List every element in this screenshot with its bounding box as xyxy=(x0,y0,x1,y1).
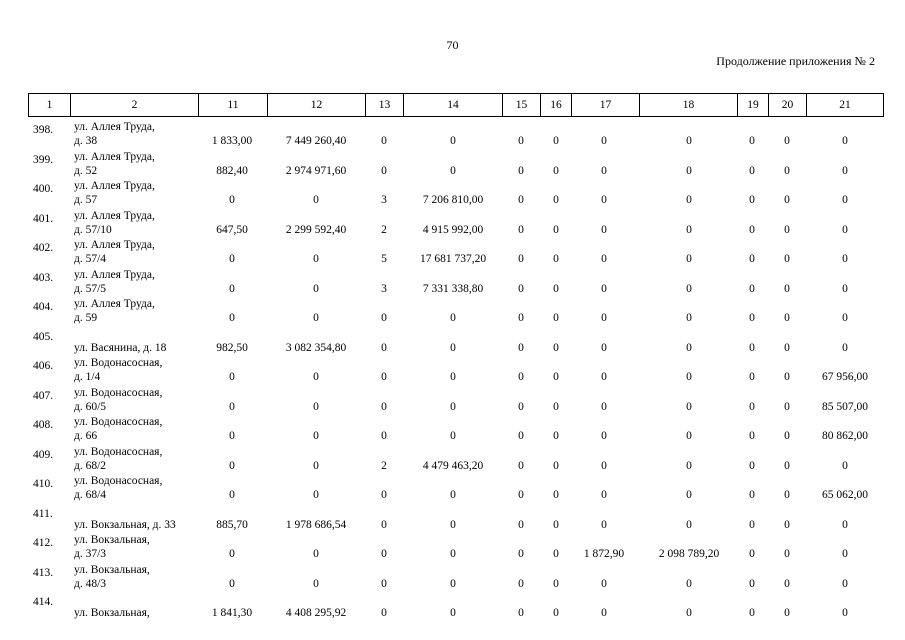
address-line-1: ул. Вокзальная, xyxy=(74,534,150,546)
header-row xyxy=(29,94,884,117)
value-cell: 0 xyxy=(749,489,755,501)
value-cell: 0 xyxy=(229,459,235,472)
value-cell: 2 xyxy=(381,459,387,472)
value-cell: 0 xyxy=(686,400,692,413)
value-cell: 0 xyxy=(749,282,755,295)
value-cell: 0 xyxy=(553,194,559,206)
value-cell: 0 xyxy=(450,312,456,324)
address-line-1: ул. Водонасосная, xyxy=(74,386,163,399)
value-cell: 2 098 789,20 xyxy=(658,548,720,560)
row-number: 407. xyxy=(33,389,54,402)
value-cell: 0 xyxy=(686,371,692,383)
header-cell: 12 xyxy=(268,94,366,117)
value-cell: 0 xyxy=(842,164,848,177)
address-line-2: ул. Вокзальная, д. 33 xyxy=(74,518,176,531)
value-cell: 0 xyxy=(450,489,456,501)
row-number: 412. xyxy=(33,537,54,549)
value-cell: 0 xyxy=(784,194,790,206)
address-cell xyxy=(74,474,162,502)
value-cell: 0 xyxy=(518,400,524,413)
value-cell: 2 974 971,60 xyxy=(285,164,347,177)
address-line-1: ул. Водонасосная, xyxy=(74,475,163,487)
value-cell: 4 479 463,20 xyxy=(422,459,484,472)
address-line-1 xyxy=(74,504,176,518)
address-cell xyxy=(74,268,155,296)
value-cell: 0 xyxy=(518,371,524,383)
value-cell: 0 xyxy=(229,489,235,501)
value-cell: 4 915 992,00 xyxy=(422,223,484,236)
row-number: 406. xyxy=(33,360,54,372)
page-number: 70 xyxy=(446,38,459,52)
value-cell: 0 xyxy=(749,164,755,177)
value-cell: 0 xyxy=(313,400,319,413)
row-number: 413. xyxy=(33,566,54,579)
row-number: 399. xyxy=(33,153,54,166)
value-cell: 0 xyxy=(749,253,755,265)
value-cell: 0 xyxy=(686,459,692,472)
value-cell: 0 xyxy=(784,371,790,383)
value-cell: 0 xyxy=(313,253,319,265)
value-cell: 0 xyxy=(229,430,235,442)
address-cell xyxy=(74,238,155,266)
value-cell: 0 xyxy=(749,223,755,236)
address-cell xyxy=(74,209,155,237)
value-cell: 0 xyxy=(553,607,559,619)
value-cell: 0 xyxy=(518,518,524,531)
value-cell: 0 xyxy=(749,548,755,560)
address-line-1: ул. Вокзальная, xyxy=(74,563,150,576)
value-cell: 0 xyxy=(553,548,559,560)
value-cell: 0 xyxy=(601,223,607,236)
value-cell: 0 xyxy=(381,607,387,619)
value-cell: 0 xyxy=(784,223,790,236)
value-cell: 0 xyxy=(686,282,692,295)
row-number: 410. xyxy=(33,478,54,490)
value-cell: 0 xyxy=(601,253,607,265)
address-line-1 xyxy=(74,592,150,606)
address-cell xyxy=(74,533,150,561)
header-cell: 17 xyxy=(572,94,640,117)
value-cell: 0 xyxy=(842,459,848,472)
value-cell: 3 xyxy=(381,194,387,206)
value-cell: 0 xyxy=(686,489,692,501)
address-line-2: д. 68/2 xyxy=(74,459,107,472)
value-cell: 0 xyxy=(749,194,755,206)
value-cell: 0 xyxy=(686,312,692,324)
header-cell: 19 xyxy=(738,94,769,117)
value-cell: 0 xyxy=(686,430,692,442)
row-number: 405. xyxy=(33,330,54,343)
value-cell: 0 xyxy=(749,459,755,472)
address-line-1: ул. Аллея Труда, xyxy=(74,298,155,310)
address-line-1: ул. Аллея Труда, xyxy=(74,180,155,192)
value-cell: 0 xyxy=(229,577,235,590)
value-cell: 0 xyxy=(450,577,456,590)
header-cell: 16 xyxy=(541,94,572,117)
value-cell: 0 xyxy=(686,577,692,590)
address-line-2: д. 37/3 xyxy=(74,548,107,560)
table-row xyxy=(28,592,883,621)
value-cell: 0 xyxy=(784,518,790,531)
row-number: 409. xyxy=(33,448,54,461)
row-number: 400. xyxy=(33,183,54,195)
address-line-2: д. 1/4 xyxy=(74,371,101,383)
value-cell: 0 xyxy=(601,577,607,590)
value-cell: 0 xyxy=(784,577,790,590)
value-cell: 0 xyxy=(553,577,559,590)
value-cell: 0 xyxy=(518,253,524,265)
value-cell: 0 xyxy=(749,518,755,531)
value-cell: 0 xyxy=(784,312,790,324)
value-cell: 5 xyxy=(381,253,387,265)
value-cell: 0 xyxy=(553,518,559,531)
address-line-2: д. 57 xyxy=(74,194,98,206)
value-cell: 0 xyxy=(553,341,559,354)
value-cell: 0 xyxy=(381,489,387,501)
value-cell: 0 xyxy=(842,312,848,324)
value-cell: 0 xyxy=(784,607,790,619)
value-cell: 0 xyxy=(450,430,456,442)
table-row xyxy=(28,209,883,238)
value-cell: 0 xyxy=(313,489,319,501)
value-cell: 2 299 592,40 xyxy=(285,223,347,236)
value-cell: 0 xyxy=(749,135,755,147)
value-cell: 0 xyxy=(553,400,559,413)
row-number: 408. xyxy=(33,419,54,431)
value-cell: 0 xyxy=(450,400,456,413)
value-cell: 0 xyxy=(553,164,559,177)
value-cell: 0 xyxy=(686,223,692,236)
value-cell: 0 xyxy=(749,577,755,590)
value-cell: 0 xyxy=(749,312,755,324)
value-cell: 4 408 295,92 xyxy=(285,607,347,619)
header-cell: 2 xyxy=(71,94,199,117)
continuation-caption: Продолжение приложения № 2 xyxy=(716,54,875,68)
value-cell: 647,50 xyxy=(216,223,248,236)
value-cell: 0 xyxy=(313,548,319,560)
address-line-1: ул. Водонасосная, xyxy=(74,416,163,428)
value-cell: 0 xyxy=(518,577,524,590)
value-cell: 0 xyxy=(518,223,524,236)
value-cell: 0 xyxy=(553,223,559,236)
address-line-2: д. 59 xyxy=(74,312,98,324)
value-cell: 0 xyxy=(381,341,387,354)
value-cell: 0 xyxy=(229,548,235,560)
value-cell: 0 xyxy=(686,253,692,265)
value-cell: 0 xyxy=(518,607,524,619)
value-cell: 0 xyxy=(553,282,559,295)
value-cell: 0 xyxy=(229,371,235,383)
value-cell: 0 xyxy=(842,223,848,236)
value-cell: 1 872,90 xyxy=(583,548,625,560)
address-cell xyxy=(74,592,150,620)
value-cell: 0 xyxy=(518,459,524,472)
value-cell: 0 xyxy=(842,518,848,531)
address-line-2: д. 48/3 xyxy=(74,577,107,590)
table-row xyxy=(28,386,883,415)
value-cell: 0 xyxy=(381,164,387,177)
value-cell: 80 862,00 xyxy=(822,430,868,442)
table-row xyxy=(28,474,883,503)
address-line-1 xyxy=(74,327,166,341)
table-row xyxy=(28,327,883,356)
table-row xyxy=(28,120,883,149)
value-cell: 2 xyxy=(381,223,387,236)
value-cell: 0 xyxy=(313,194,319,206)
value-cell: 0 xyxy=(784,459,790,472)
value-cell: 0 xyxy=(381,430,387,442)
address-cell xyxy=(74,504,176,532)
value-cell: 7 206 810,00 xyxy=(422,194,484,206)
value-cell: 0 xyxy=(749,430,755,442)
table-row xyxy=(28,504,883,533)
value-cell: 0 xyxy=(749,341,755,354)
value-cell: 0 xyxy=(450,135,456,147)
address-cell xyxy=(74,563,150,591)
row-number: 402. xyxy=(33,242,54,254)
value-cell: 0 xyxy=(518,312,524,324)
value-cell: 0 xyxy=(229,400,235,413)
address-line-2: д. 60/5 xyxy=(74,400,107,413)
address-cell xyxy=(74,415,162,443)
value-cell: 0 xyxy=(313,282,319,295)
value-cell: 0 xyxy=(749,607,755,619)
value-cell: 0 xyxy=(553,371,559,383)
header-cell: 15 xyxy=(503,94,541,117)
table-row xyxy=(28,268,883,297)
address-line-2: д. 68/4 xyxy=(74,489,107,501)
value-cell: 3 xyxy=(381,282,387,295)
value-cell: 0 xyxy=(601,371,607,383)
address-line-1: ул. Аллея Труда, xyxy=(74,121,155,133)
table-row xyxy=(28,445,883,474)
value-cell: 65 062,00 xyxy=(822,489,868,501)
value-cell: 0 xyxy=(601,341,607,354)
value-cell: 0 xyxy=(450,548,456,560)
address-line-2: д. 57/10 xyxy=(74,223,112,236)
header-cell: 1 xyxy=(29,94,71,117)
table-row xyxy=(28,179,883,208)
value-cell: 0 xyxy=(450,341,456,354)
value-cell: 0 xyxy=(313,430,319,442)
value-cell: 0 xyxy=(518,282,524,295)
header-cell: 13 xyxy=(366,94,404,117)
address-line-2: д. 57/5 xyxy=(74,282,107,295)
address-line-1: ул. Водонасосная, xyxy=(74,357,163,369)
value-cell: 0 xyxy=(553,312,559,324)
value-cell: 3 082 354,80 xyxy=(285,341,347,354)
value-cell: 0 xyxy=(686,194,692,206)
address-cell xyxy=(74,120,155,148)
value-cell: 0 xyxy=(313,459,319,472)
address-cell xyxy=(74,356,162,384)
value-cell: 0 xyxy=(601,430,607,442)
value-cell: 0 xyxy=(842,282,848,295)
header-cell: 20 xyxy=(769,94,807,117)
value-cell: 0 xyxy=(601,489,607,501)
value-cell: 982,50 xyxy=(216,341,248,354)
value-cell: 0 xyxy=(686,607,692,619)
value-cell: 0 xyxy=(601,607,607,619)
value-cell: 0 xyxy=(553,459,559,472)
header-cell: 21 xyxy=(807,94,884,117)
address-line-2: д. 57/4 xyxy=(74,253,107,265)
value-cell: 0 xyxy=(842,607,848,619)
value-cell: 0 xyxy=(601,194,607,206)
value-cell: 0 xyxy=(518,341,524,354)
address-line-1: ул. Аллея Труда, xyxy=(74,239,155,251)
value-cell: 885,70 xyxy=(216,518,248,531)
value-cell: 0 xyxy=(518,135,524,147)
value-cell: 17 681 737,20 xyxy=(419,253,487,265)
address-line-1: ул. Аллея Труда, xyxy=(74,209,155,222)
value-cell: 0 xyxy=(842,194,848,206)
address-line-2: ул. Васянина, д. 18 xyxy=(74,341,167,354)
value-cell: 0 xyxy=(518,430,524,442)
row-number: 411. xyxy=(33,507,53,520)
value-cell: 0 xyxy=(450,607,456,619)
address-line-2: д. 38 xyxy=(74,135,98,147)
value-cell: 85 507,00 xyxy=(822,400,868,413)
value-cell: 0 xyxy=(518,548,524,560)
value-cell: 67 956,00 xyxy=(822,371,868,383)
value-cell: 0 xyxy=(842,548,848,560)
value-cell: 0 xyxy=(450,518,456,531)
row-number: 401. xyxy=(33,212,54,225)
value-cell: 1 978 686,54 xyxy=(285,518,347,531)
address-cell xyxy=(74,386,162,414)
address-cell xyxy=(74,179,155,207)
value-cell: 0 xyxy=(601,135,607,147)
value-cell: 0 xyxy=(601,518,607,531)
value-cell: 0 xyxy=(381,577,387,590)
value-cell: 0 xyxy=(784,400,790,413)
value-cell: 0 xyxy=(229,253,235,265)
address-line-1: ул. Аллея Труда, xyxy=(74,268,155,281)
address-cell xyxy=(74,445,162,473)
value-cell: 0 xyxy=(381,371,387,383)
value-cell: 0 xyxy=(601,459,607,472)
value-cell: 0 xyxy=(686,341,692,354)
address-line-1: ул. Аллея Труда, xyxy=(74,150,155,163)
value-cell: 0 xyxy=(749,400,755,413)
row-number: 404. xyxy=(33,301,54,313)
value-cell: 0 xyxy=(313,577,319,590)
value-cell: 0 xyxy=(601,400,607,413)
address-line-2: д. 66 xyxy=(74,430,98,442)
value-cell: 0 xyxy=(784,135,790,147)
value-cell: 0 xyxy=(450,371,456,383)
address-cell xyxy=(74,327,166,355)
value-cell: 0 xyxy=(784,341,790,354)
value-cell: 0 xyxy=(229,312,235,324)
value-cell: 0 xyxy=(686,518,692,531)
value-cell: 0 xyxy=(842,577,848,590)
value-cell: 0 xyxy=(601,312,607,324)
table-row xyxy=(28,356,883,385)
address-cell xyxy=(74,297,155,325)
value-cell: 0 xyxy=(381,400,387,413)
value-cell: 0 xyxy=(686,164,692,177)
value-cell: 1 841,30 xyxy=(211,607,253,619)
table-row xyxy=(28,150,883,179)
value-cell: 0 xyxy=(553,135,559,147)
header-cell: 18 xyxy=(640,94,738,117)
row-number: 414. xyxy=(33,596,54,608)
value-cell: 7 331 338,80 xyxy=(422,282,484,295)
value-cell: 0 xyxy=(784,548,790,560)
value-cell: 0 xyxy=(553,430,559,442)
value-cell: 0 xyxy=(842,135,848,147)
value-cell: 0 xyxy=(842,253,848,265)
value-cell: 0 xyxy=(784,164,790,177)
value-cell: 0 xyxy=(784,489,790,501)
value-cell: 0 xyxy=(518,489,524,501)
value-cell: 0 xyxy=(553,253,559,265)
value-cell: 0 xyxy=(784,430,790,442)
row-number: 403. xyxy=(33,271,54,284)
value-cell: 0 xyxy=(784,253,790,265)
value-cell: 0 xyxy=(381,518,387,531)
value-cell: 0 xyxy=(450,164,456,177)
address-line-1: ул. Водонасосная, xyxy=(74,445,163,458)
value-cell: 0 xyxy=(842,341,848,354)
value-cell: 0 xyxy=(381,548,387,560)
address-cell xyxy=(74,150,155,178)
value-cell: 0 xyxy=(381,312,387,324)
table-row xyxy=(28,533,883,562)
value-cell: 0 xyxy=(313,371,319,383)
value-cell: 1 833,00 xyxy=(211,135,253,147)
value-cell: 882,40 xyxy=(216,164,248,177)
value-cell: 0 xyxy=(553,489,559,501)
table-row xyxy=(28,415,883,444)
address-line-2: ул. Вокзальная, xyxy=(74,607,150,619)
column-header-table xyxy=(28,93,884,117)
header-cell: 11 xyxy=(199,94,268,117)
value-cell: 0 xyxy=(686,135,692,147)
value-cell: 0 xyxy=(381,135,387,147)
value-cell: 0 xyxy=(229,282,235,295)
table-row xyxy=(28,297,883,326)
row-number: 398. xyxy=(33,124,54,136)
value-cell: 0 xyxy=(229,194,235,206)
value-cell: 0 xyxy=(749,371,755,383)
table-row xyxy=(28,238,883,267)
value-cell: 0 xyxy=(518,164,524,177)
address-line-2: д. 52 xyxy=(74,164,98,177)
value-cell: 0 xyxy=(518,194,524,206)
table-row xyxy=(28,563,883,592)
value-cell: 0 xyxy=(313,312,319,324)
value-cell: 0 xyxy=(601,164,607,177)
value-cell: 0 xyxy=(784,282,790,295)
header-cell: 14 xyxy=(404,94,503,117)
value-cell: 0 xyxy=(601,282,607,295)
value-cell: 7 449 260,40 xyxy=(285,135,347,147)
